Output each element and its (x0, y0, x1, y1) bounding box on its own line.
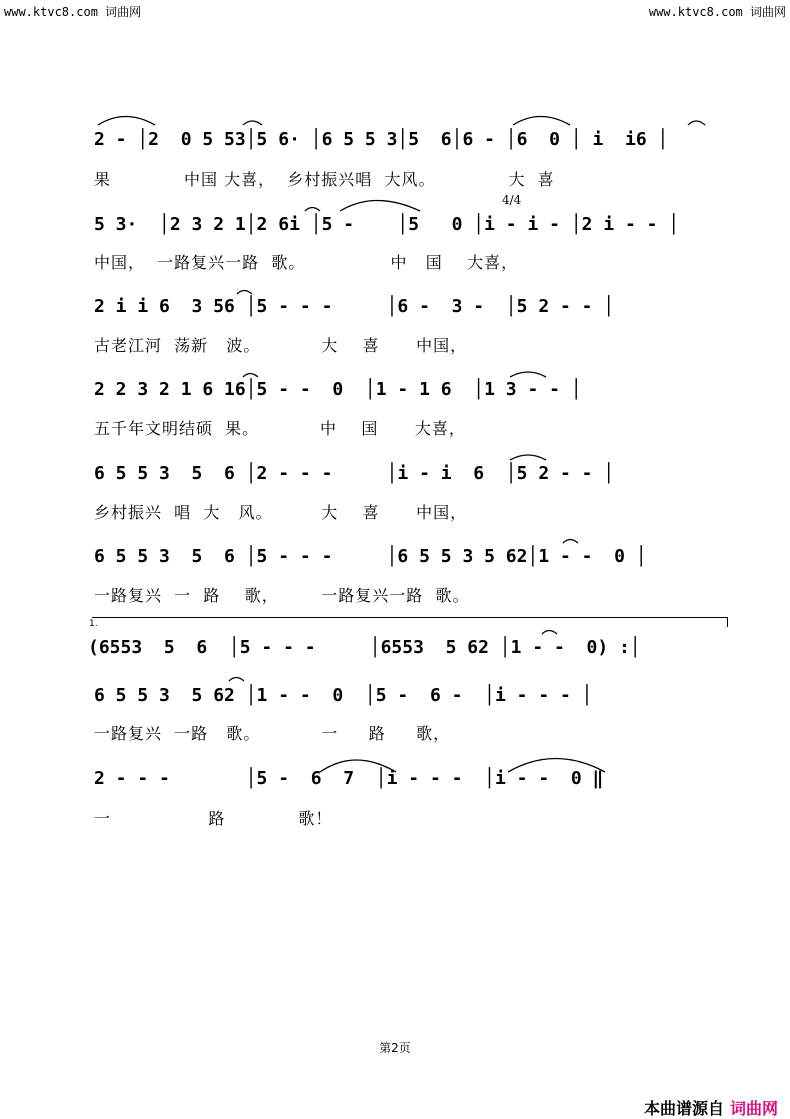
source-text: 本曲谱源自 (643, 1099, 724, 1118)
slur (340, 201, 420, 212)
notation-row: 6 5 5 3 5 6 │2 - - - │i - i 6 │5 2 - - │ (94, 463, 615, 484)
slur (229, 678, 244, 682)
slur (305, 208, 320, 212)
lyric-row: 一路复兴 一 路 歌， 一路复兴一路 歌。 (94, 586, 470, 605)
lyric-row: 五千年文明结硕 果。 中 国 大喜， (94, 419, 466, 438)
lyric-row: 一 路 歌！ (94, 809, 333, 828)
notation-row: 6 5 5 3 5 62 │1 - - 0 │5 - 6 - │i - - - │ (94, 685, 593, 706)
notation-row: 2 i i 6 3 56 │5 - - - │6 - 3 - │5 2 - - │ (94, 296, 615, 317)
slur (563, 540, 578, 544)
slur (510, 372, 546, 377)
notation-row: 2 - │2 0 5 53│5 6· │6 5 5 3│5 6│6 - │6 0 │ i i6 │ (94, 129, 669, 150)
notation-row: 2 - - - │5 - 6 7 │i - - - │i - - 0 ‖ (94, 768, 604, 789)
slur (243, 374, 258, 378)
brand-logo-text[interactable]: 词曲网 (729, 1099, 778, 1118)
slur (243, 121, 262, 125)
volta-bracket (92, 617, 728, 618)
slur (542, 631, 557, 635)
notation-row: 6 5 5 3 5 6 │5 - - - │6 5 5 3 5 62│1 - - 0 │ (94, 546, 647, 567)
notation-row: 2 2 3 2 1 6 16│5 - - 0 │1 - 1 6 │1 3 - - │ (94, 379, 582, 400)
slur (513, 117, 570, 126)
lyric-row: 乡村振兴 唱 大 风。 大 喜 中国， (94, 503, 468, 522)
page-number: 第2页 (379, 1041, 411, 1055)
lyric-row: 果 中国 大喜， 乡村振兴唱 大风。 大 喜 (94, 170, 555, 189)
site-header-left[interactable]: www.ktvc8.com 词曲网 (4, 5, 142, 19)
slur (688, 121, 705, 125)
slur (510, 455, 546, 460)
lyric-row: 一路复兴 一路 歌。 一 路 歌， (94, 724, 451, 743)
volta-label: 1. (89, 619, 98, 629)
notation-row: (6553 5 6 │5 - - - │6553 5 62 │1 - - 0) :│ (88, 637, 641, 658)
notation-row: 5 3· │2 3 2 1│2 6i │5 - │5 0 │i - i - │2 i - - │ (94, 214, 680, 235)
slur (237, 291, 252, 295)
source-footer (644, 1096, 778, 1119)
site-header-right[interactable]: www.ktvc8.com 词曲网 (648, 5, 786, 19)
lyric-row: 古老江河 荡新 波。 大 喜 中国， (94, 336, 468, 355)
lyric-row: 中国， 一路复兴一路 歌。 中 国 大喜， (94, 253, 519, 272)
time-signature: 4/4 (502, 193, 522, 207)
slur (98, 117, 155, 126)
volta-bracket-end (727, 617, 728, 627)
